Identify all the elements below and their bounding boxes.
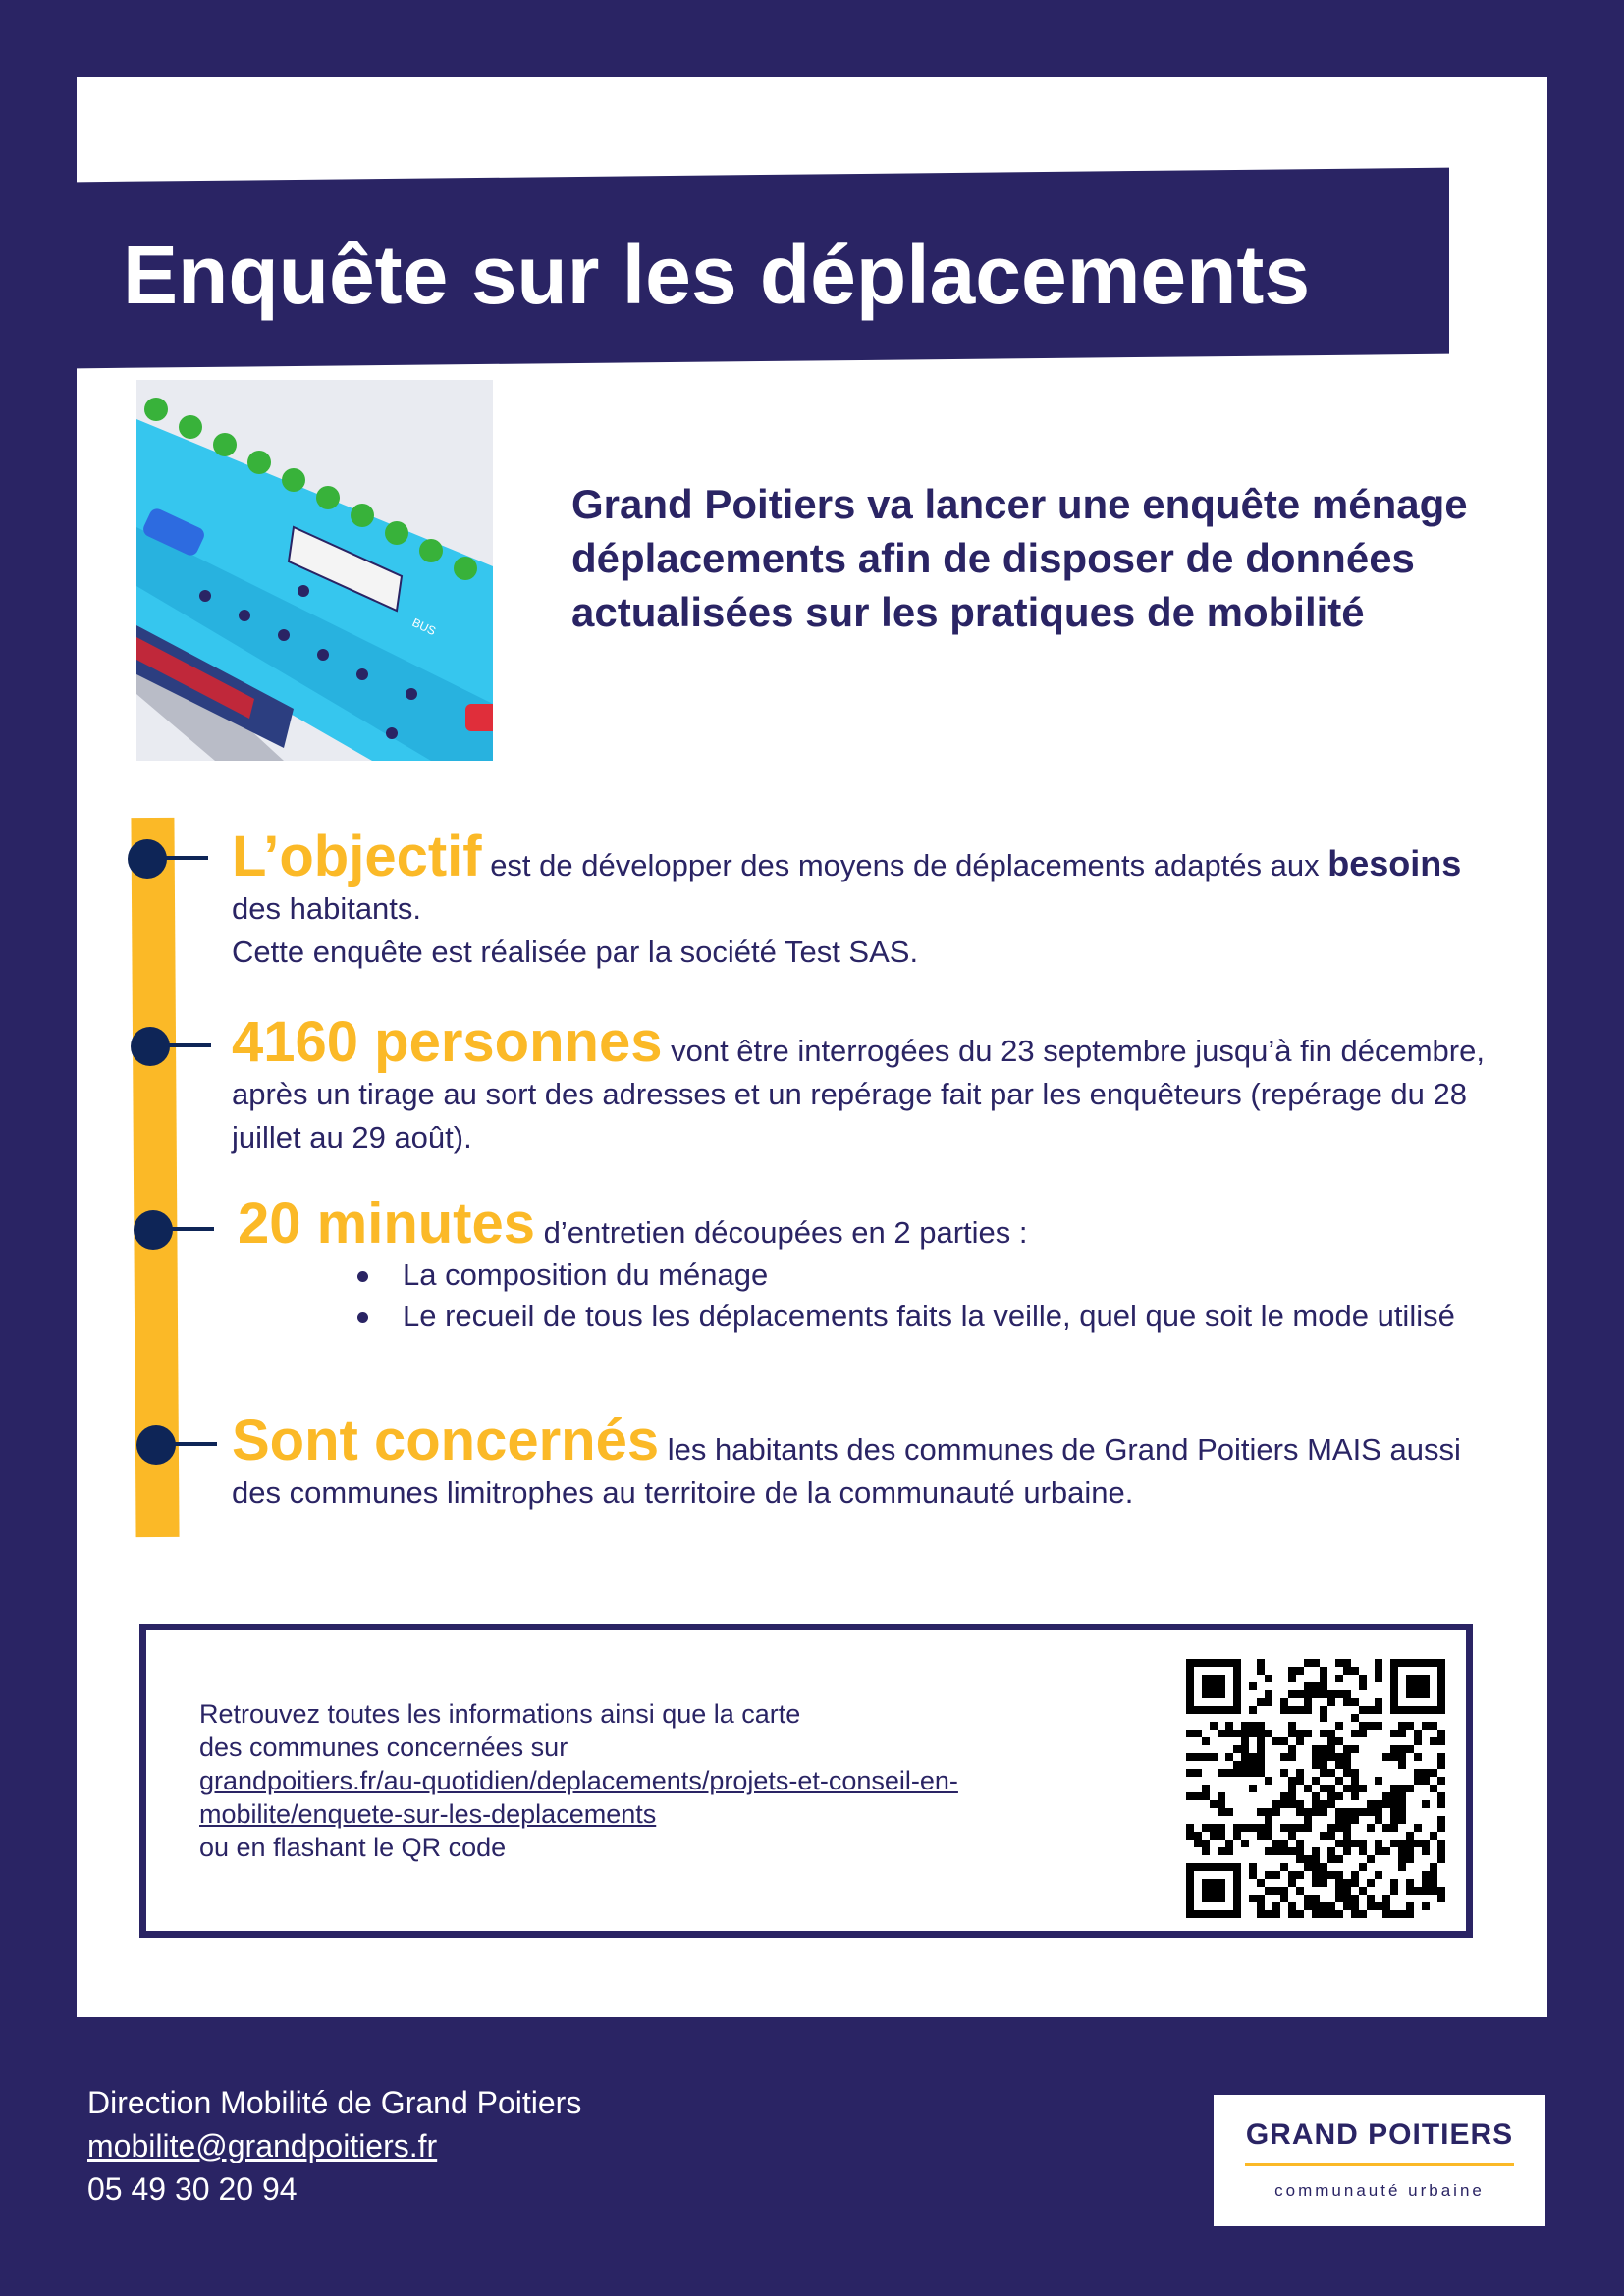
info-line: des communes concernées sur — [199, 1733, 568, 1762]
timeline-tick — [159, 1227, 214, 1231]
timeline-tick — [156, 1043, 211, 1047]
logo-divider — [1245, 2163, 1514, 2166]
info-line: Retrouvez toutes les informations ainsi que la carte — [199, 1699, 801, 1729]
footer-org: Direction Mobilité de Grand Poitiers — [87, 2085, 582, 2120]
info-line: ou en flashant le QR code — [199, 1833, 507, 1862]
bus-lane-label: BUS — [409, 615, 439, 639]
footer-email-link[interactable]: mobilite@grandpoitiers.fr — [87, 2128, 438, 2163]
timeline-tick — [153, 856, 208, 860]
logo-sub-text: communauté urbaine — [1274, 2181, 1485, 2200]
section-text: vont être interrogées du 23 septembre jusqu’à fin décembre, après un tirage au sort des adresses et un repérage fait par les enquêteurs (repérage du 28 juillet au 29 août). — [232, 1034, 1485, 1154]
section-concernes — [232, 1409, 1518, 1515]
info-link[interactable]: grandpoitiers.fr/au-quotidien/deplacements/projets-et-conseil-en-mobilite/enquete-sur-les-deplacements — [199, 1766, 958, 1829]
footer-phone: 05 49 30 20 94 — [87, 2171, 298, 2207]
section-lead: Sont concernés — [232, 1409, 660, 1472]
qr-code — [1186, 1659, 1445, 1918]
section-text: d’entretien découpées en 2 parties : — [535, 1215, 1028, 1250]
section-lead: 4160 personnes — [232, 1010, 663, 1074]
section-minutes — [238, 1192, 1524, 1337]
section-strong: besoins — [1327, 843, 1462, 883]
section-text: Cette enquête est réalisée par la société Test SAS. — [232, 934, 919, 969]
mobility-illustration — [136, 380, 493, 761]
logo-main-text: GRAND POITIERS — [1245, 2118, 1514, 2151]
info-text — [199, 1697, 1162, 1864]
section-text: les habitants des communes de Grand Poitiers MAIS aussi des communes limitrophes au territoire de la communauté urbaine. — [232, 1432, 1461, 1510]
grand-poitiers-logo — [1214, 2095, 1545, 2226]
section-objectif — [232, 825, 1518, 974]
section-lead: L’objectif — [232, 825, 482, 888]
page-title: Enquête sur les déplacements — [123, 229, 1311, 321]
section-text: des habitants. — [232, 891, 422, 926]
list-item: La composition du ménage — [403, 1255, 1524, 1296]
footer-contact — [87, 2081, 971, 2211]
section-personnes — [232, 1010, 1518, 1159]
bullet-list — [238, 1255, 1524, 1337]
intro-text: Grand Poitiers va lancer une enquête ménage déplacements afin de disposer de données actualisées sur les pratiques de mobilité — [571, 481, 1468, 635]
timeline-tick — [162, 1442, 217, 1446]
section-lead: 20 minutes — [238, 1192, 535, 1255]
list-item: Le recueil de tous les déplacements faits la veille, quel que soit le mode utilisé — [403, 1296, 1524, 1337]
section-text: est de développer des moyens de déplacements adaptés aux — [481, 848, 1328, 882]
